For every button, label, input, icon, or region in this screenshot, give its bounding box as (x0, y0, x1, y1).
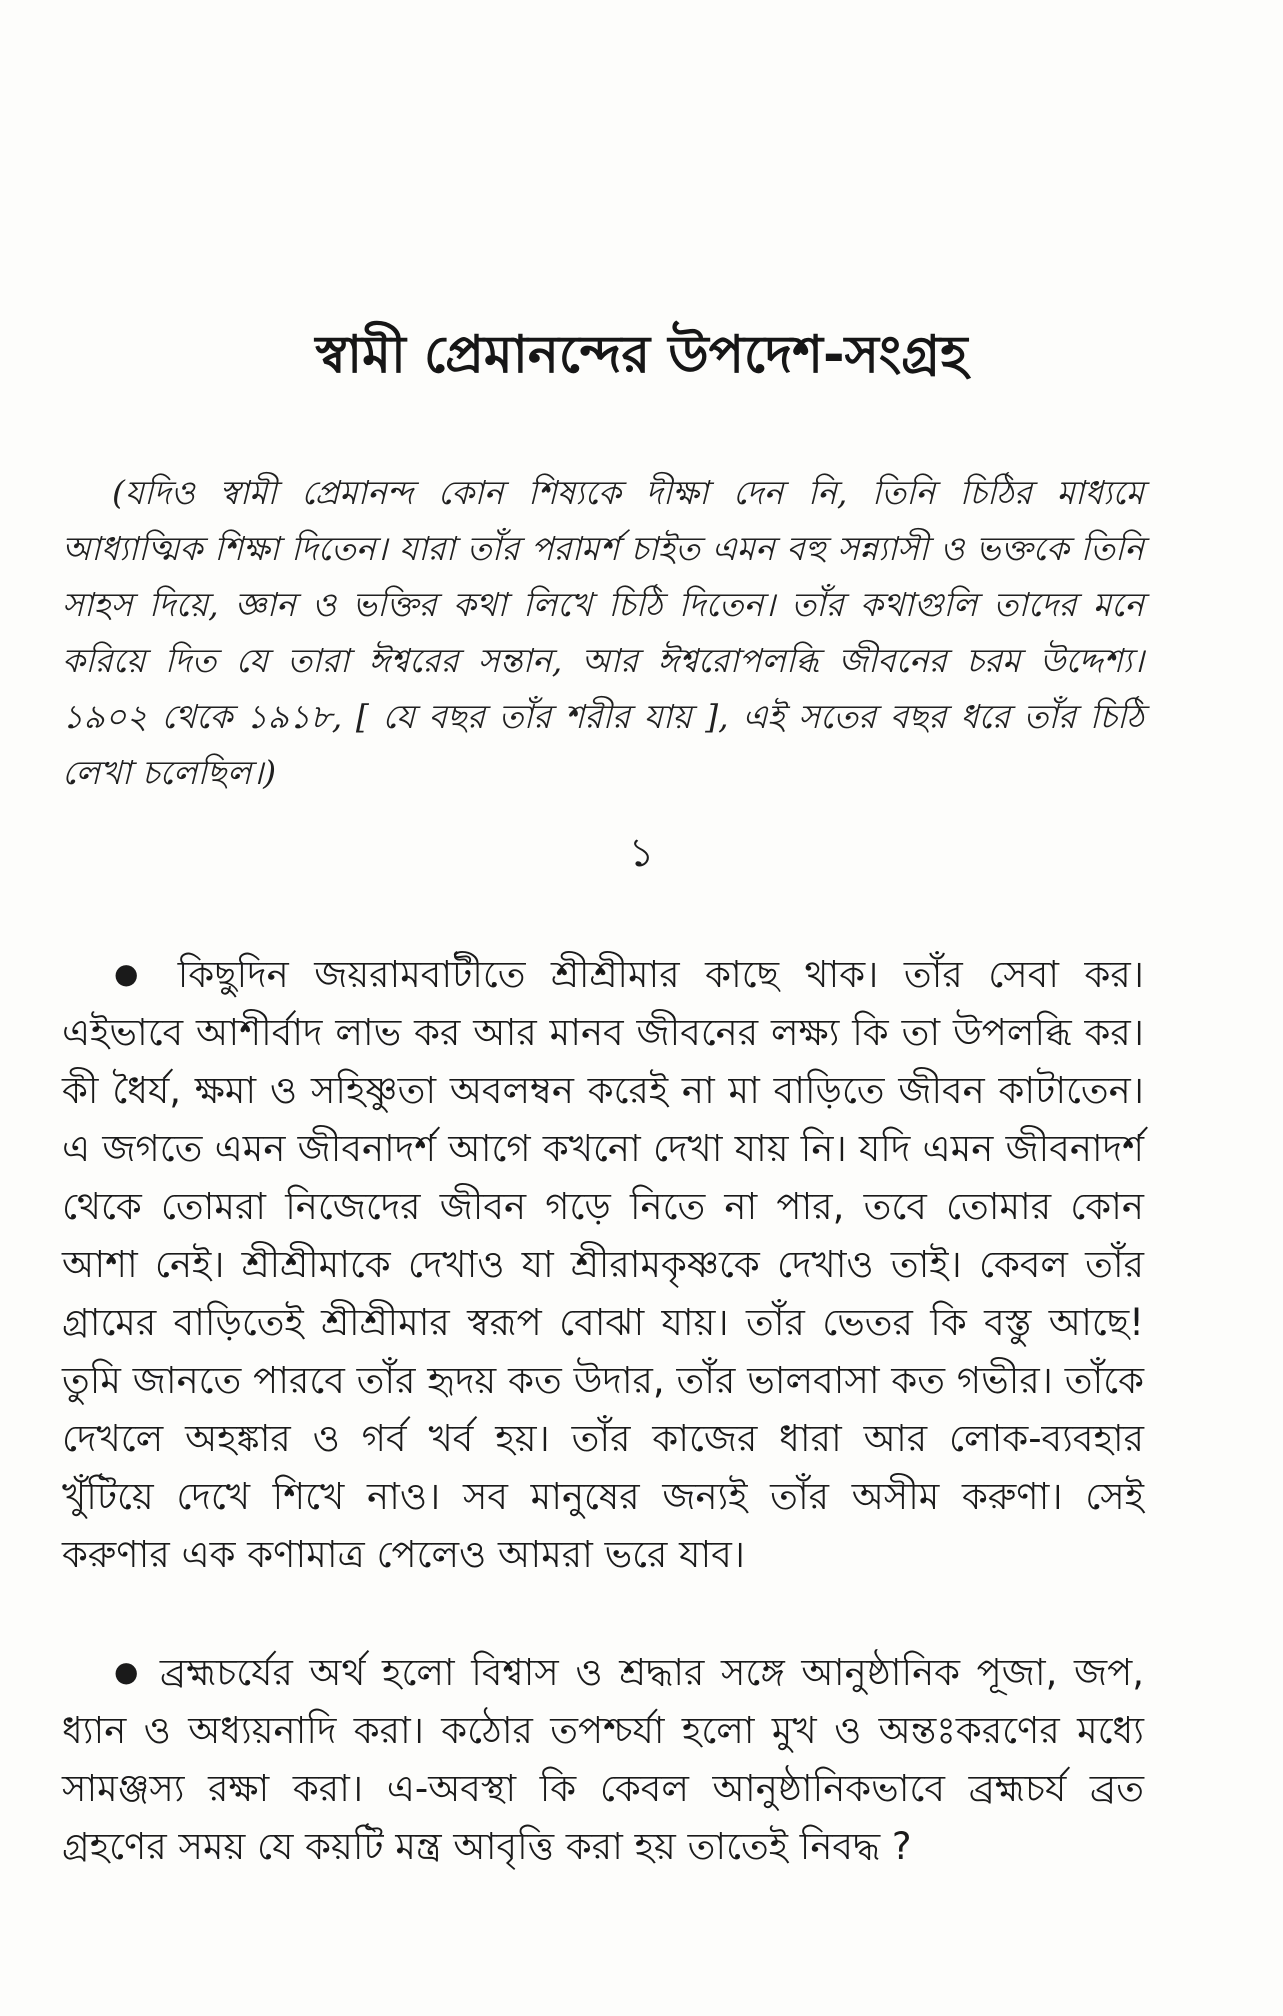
body-paragraph-1 (62, 945, 1144, 1584)
bullet-icon: ● (114, 1655, 144, 1688)
paragraph-text-1: কিছুদিন জয়রামবাটীতে শ্রীশ্রীমার কাছে থাক। তাঁর সেবা কর। এইভাবে আশীর্বাদ লাভ কর আর মানব জীবনের লক্ষ্য কি তা উপলব্ধি কর। কী ধৈর্য, ক্ষমা ও সহিষ্ণুতা অবলম্বন করেই না মা বাড়িতে জীবন কাটাতেন। এ জগতে এমন জীবনাদর্শ আগে কখনো দেখা যায় নি। যদি এমন জীবনাদর্শ থেকে তোমরা নিজেদের জীবন গড়ে নিতে না পার, তবে তোমার কোন আশা নেই। শ্রীশ্রীমাকে দেখাও যা শ্রীরামকৃষ্ণকে দেখাও তাই। কেবল তাঁর গ্রামের বাড়িতেই শ্রীশ্রীমার স্বরূপ বোঝা যায়। তাঁর ভেতর কি বস্তু আছে! তুমি জানতে পারবে তাঁর হৃদয় কত উদার, তাঁর ভালবাসা কত গভীর। তাঁকে দেখলে অহঙ্কার ও গর্ব খর্ব হয়। তাঁর কাজের ধারা আর লোক-ব্যবহার খুঁটিয়ে দেখে শিখে নাও। সব মানুষের জন্যই তাঁর অসীম করুণা। সেই করুণার এক কণামাত্র পেলেও আমরা ভরে যাব। (62, 953, 1145, 1576)
bullet-icon: ● (114, 957, 153, 990)
body-paragraph-2 (62, 1643, 1144, 1876)
intro-note: (যদিও স্বামী প্রেমানন্দ কোন শিষ্যকে দীক্ষা দেন নি, তিনি চিঠির মাধ্যমে আধ্যাত্মিক শিক্ষা দিতেন। যারা তাঁর পরামর্শ চাইত এমন বহু সন্ন্যাসী ও ভক্তকে তিনি সাহস দিয়ে, জ্ঞান ও ভক্তির কথা লিখে চিঠি দিতেন। তাঁর কথাগুলি তাদের মনে করিয়ে দিত যে তারা ঈশ্বরের সন্তান, আর ঈশ্বরোপলব্ধি জীবনের চরম উদ্দেশ্য। ১৯০২ থেকে ১৯১৮, [ যে বছর তাঁর শরীর যায় ], এই সতের বছর ধরে তাঁর চিঠি লেখা চলেছিল।) (62, 473, 1144, 792)
page-title: স্বামী প্রেমানন্দের উপদেশ-সংগ্রহ (315, 324, 968, 385)
section-number: ১ (628, 830, 655, 876)
paragraph-text-2: ব্রহ্মচর্যের অর্থ হলো বিশ্বাস ও শ্রদ্ধার সঙ্গে আনুষ্ঠানিক পূজা, জপ, ধ্যান ও অধ্যয়নাদি করা। কঠোর তপশ্চর্যা হলো মুখ ও অন্তঃকরণের মধ্যে সামঞ্জস্য রক্ষা করা। এ-অবস্থা কি কেবল আনুষ্ঠানিকভাবে ব্রহ্মচর্য ব্রত গ্রহণের সময় যে কয়টি মন্ত্র আবৃত্তি করা হয় তাতেই নিবদ্ধ ? (62, 1651, 1144, 1868)
